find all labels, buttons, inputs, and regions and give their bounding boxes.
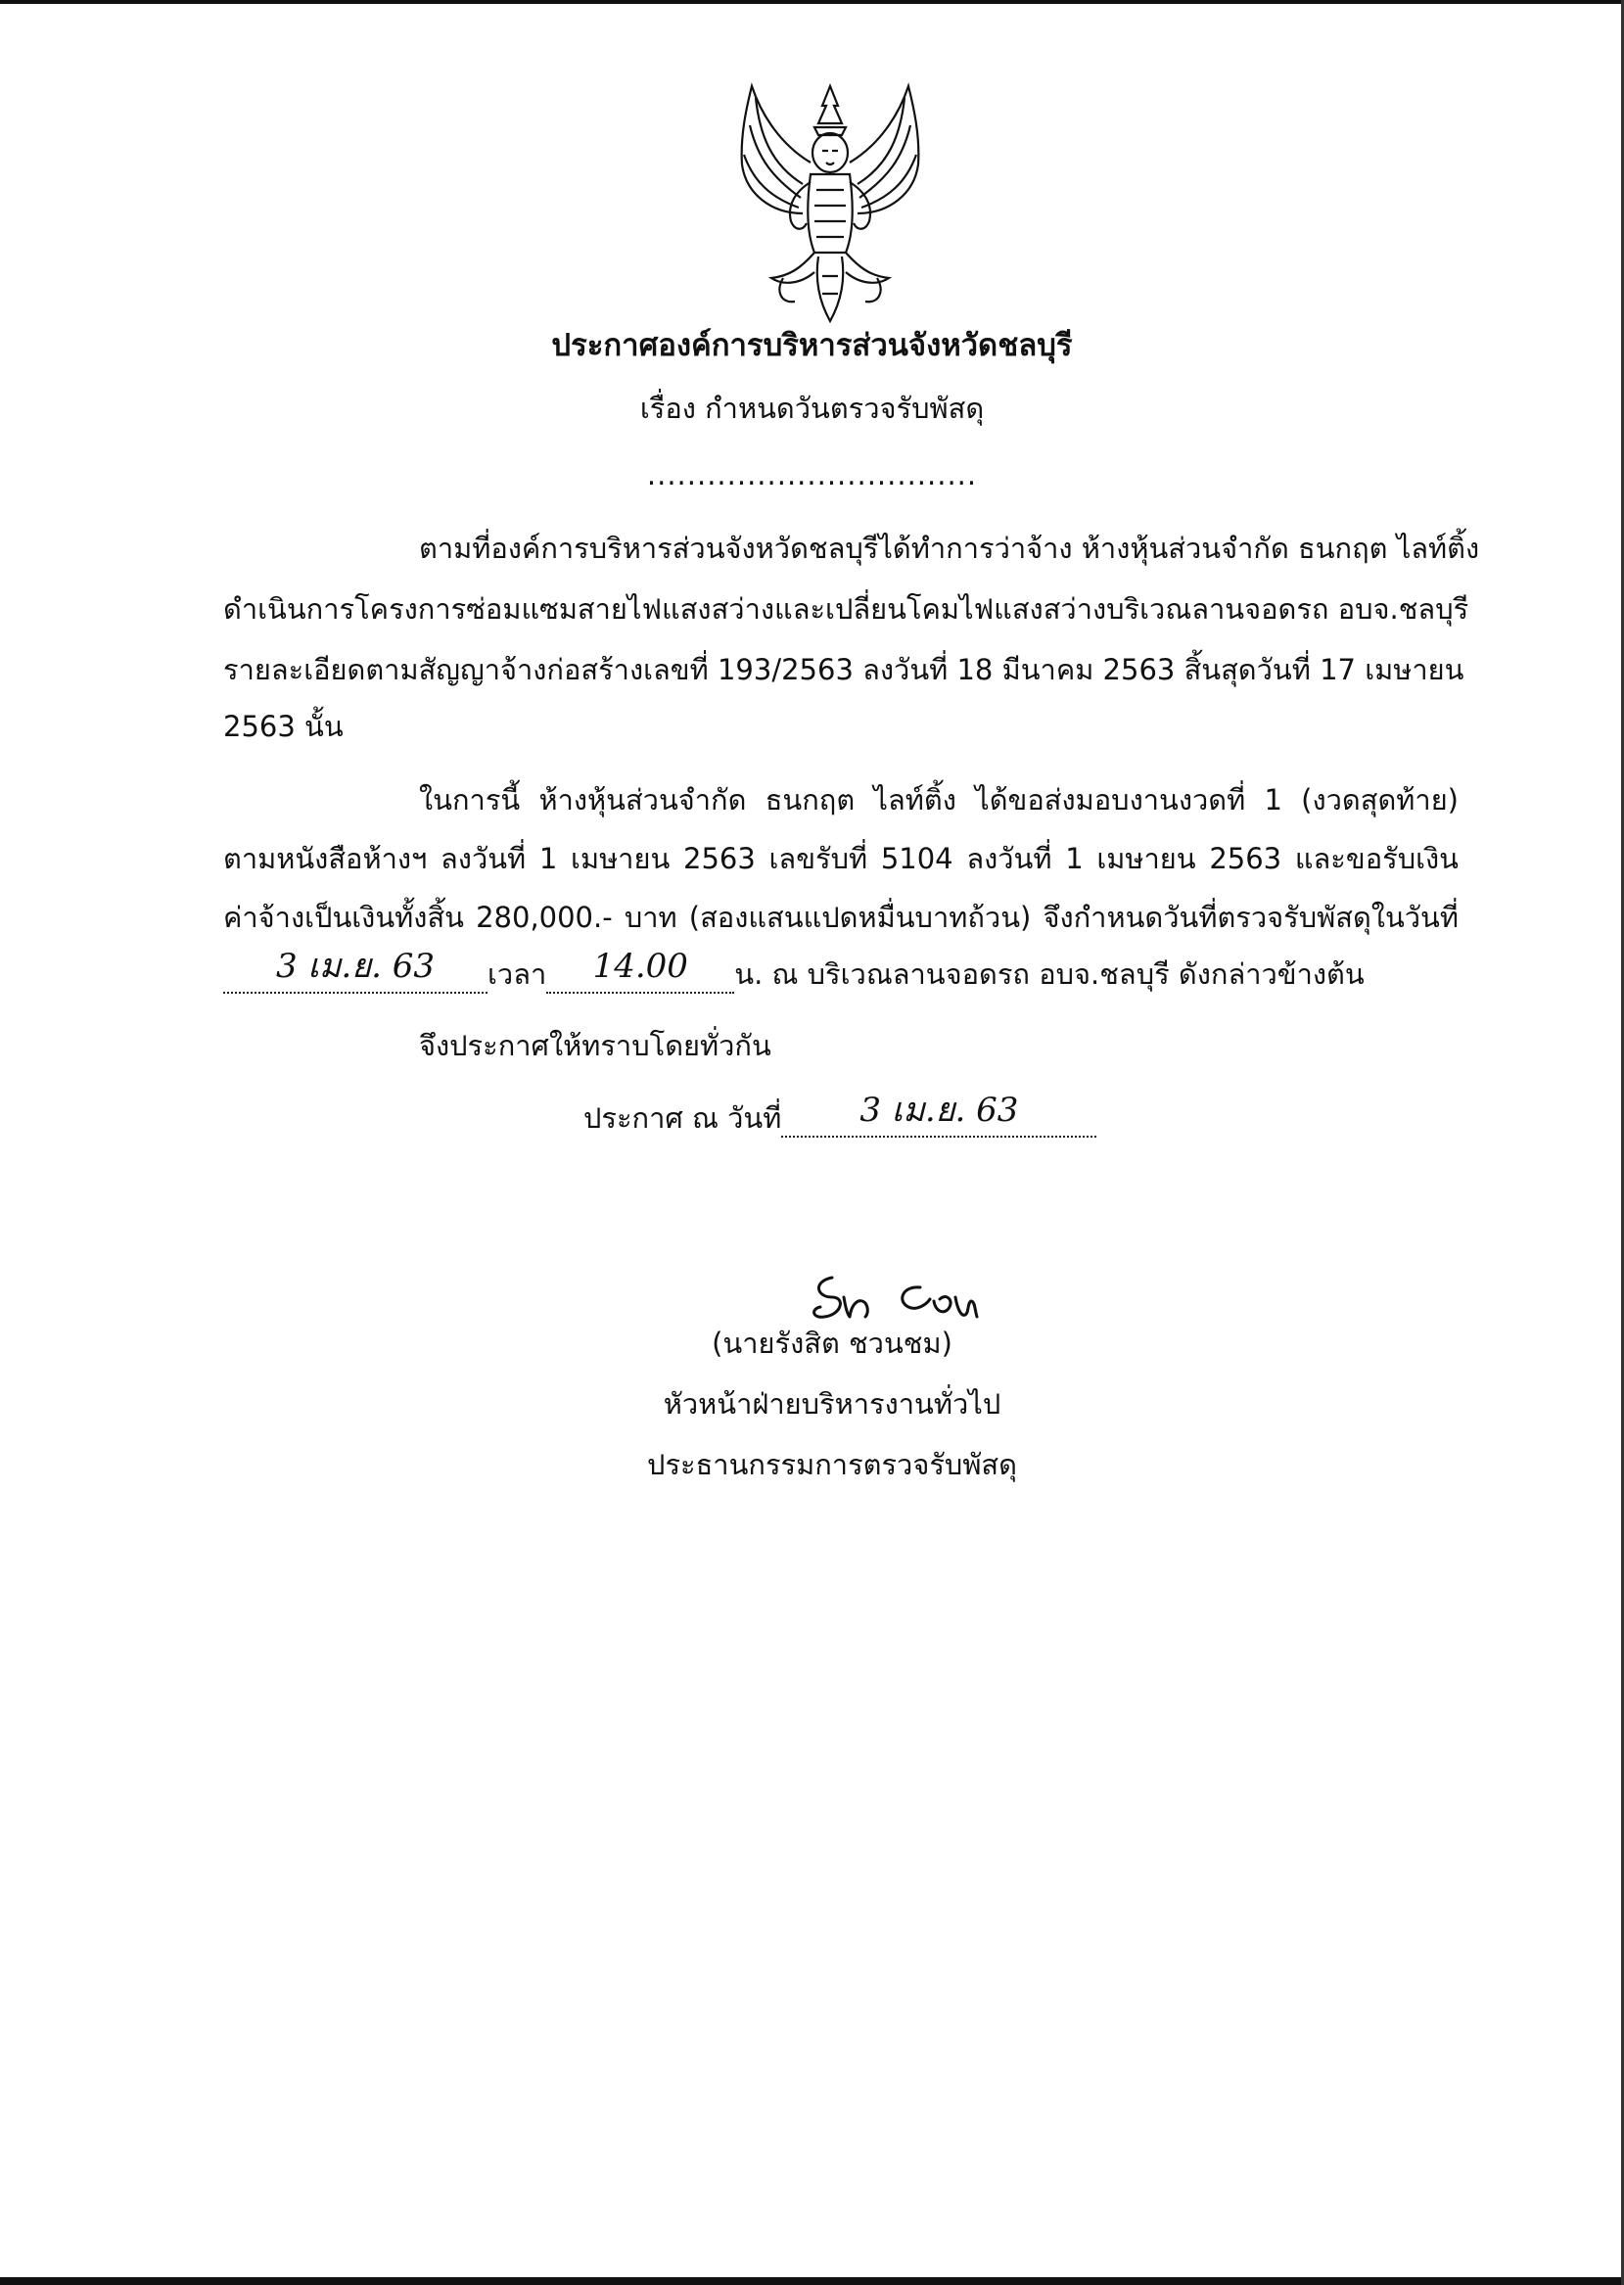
signatory-name: (นายรังสิต ชวนชม) bbox=[712, 1327, 952, 1360]
paragraph-1-line-1: ตามที่องค์การบริหารส่วนจังหวัดชลบุรีได้ทำการว่าจ้าง ห้างหุ้นส่วนจำกัด ธนกฤต ไลท์ติ้ง bbox=[419, 532, 1480, 565]
paragraph-1-line-4: 2563 นั้น bbox=[223, 710, 344, 743]
announcement-date-line bbox=[583, 1091, 1096, 1138]
announcement-date-handwritten: 3 เม.ย. 63 bbox=[859, 1091, 1019, 1130]
garuda-emblem-icon bbox=[713, 76, 948, 331]
paragraph-2-line-3: ค่าจ้างเป็นเงินทั้งสิ้น 280,000.- บาท (สองแสนแปดหมื่นบาทถ้วน) จึงกำหนดวันที่ตรวจรับพัสดุในวันที่ bbox=[223, 901, 1459, 934]
location-text: น. ณ บริเวณลานจอดรถ อบจ.ชลบุรี ดังกล่าวข้างต้น bbox=[734, 957, 1365, 991]
announcement-date-label: ประกาศ ณ วันที่ bbox=[583, 1101, 782, 1135]
paragraph-2-line-2: ตามหนังสือห้างฯ ลงวันที่ 1 เมษายน 2563 เลขรับที่ 5104 ลงวันที่ 1 เมษายน 2563 และขอรับเงิน bbox=[223, 842, 1459, 875]
announcement-date-field bbox=[781, 1091, 1096, 1138]
inspection-time-field bbox=[546, 947, 734, 994]
paragraph-1-line-2: ดำเนินการโครงการซ่อมแซมสายไฟแสงสว่างและเปลี่ยนโคมไฟแสงสว่างบริเวณลานจอดรถ อบจ.ชลบุรี bbox=[223, 592, 1469, 626]
page-border-bottom bbox=[0, 2277, 1624, 2285]
closing-statement: จึงประกาศให้ทราบโดยทั่วกัน bbox=[419, 1029, 771, 1062]
time-label: เวลา bbox=[487, 957, 547, 991]
inspection-date-field bbox=[223, 947, 487, 994]
inspection-time-handwritten: 14.00 bbox=[592, 947, 688, 986]
signatory-position-1: หัวหน้าฝ่ายบริหารงานทั่วไป bbox=[663, 1387, 1001, 1421]
paragraph-2-line-1: ในการนี้ ห้างหุ้นส่วนจำกัด ธนกฤต ไลท์ติ้ง ได้ขอส่งมอบงานงวดที่ 1 (งวดสุดท้าย) bbox=[419, 783, 1459, 816]
paragraph-1-line-3: รายละเอียดตามสัญญาจ้างก่อสร้างเลขที่ 193/2563 ลงวันที่ 18 มีนาคม 2563 สิ้นสุดวันที่ 17 เมษายน bbox=[223, 653, 1464, 686]
document-title: ประกาศองค์การบริหารส่วนจังหวัดชลบุรี bbox=[551, 328, 1073, 363]
inspection-date-handwritten: 3 เม.ย. 63 bbox=[275, 947, 436, 986]
page-border-top bbox=[0, 0, 1624, 4]
document-subject: เรื่อง กำหนดวันตรวจรับพัสดุ bbox=[639, 392, 985, 425]
title-separator: ................................. bbox=[646, 458, 978, 491]
signatory-position-2: ประธานกรรมการตรวจรับพัสดุ bbox=[647, 1448, 1017, 1481]
paragraph-2-line-4 bbox=[223, 947, 1365, 994]
